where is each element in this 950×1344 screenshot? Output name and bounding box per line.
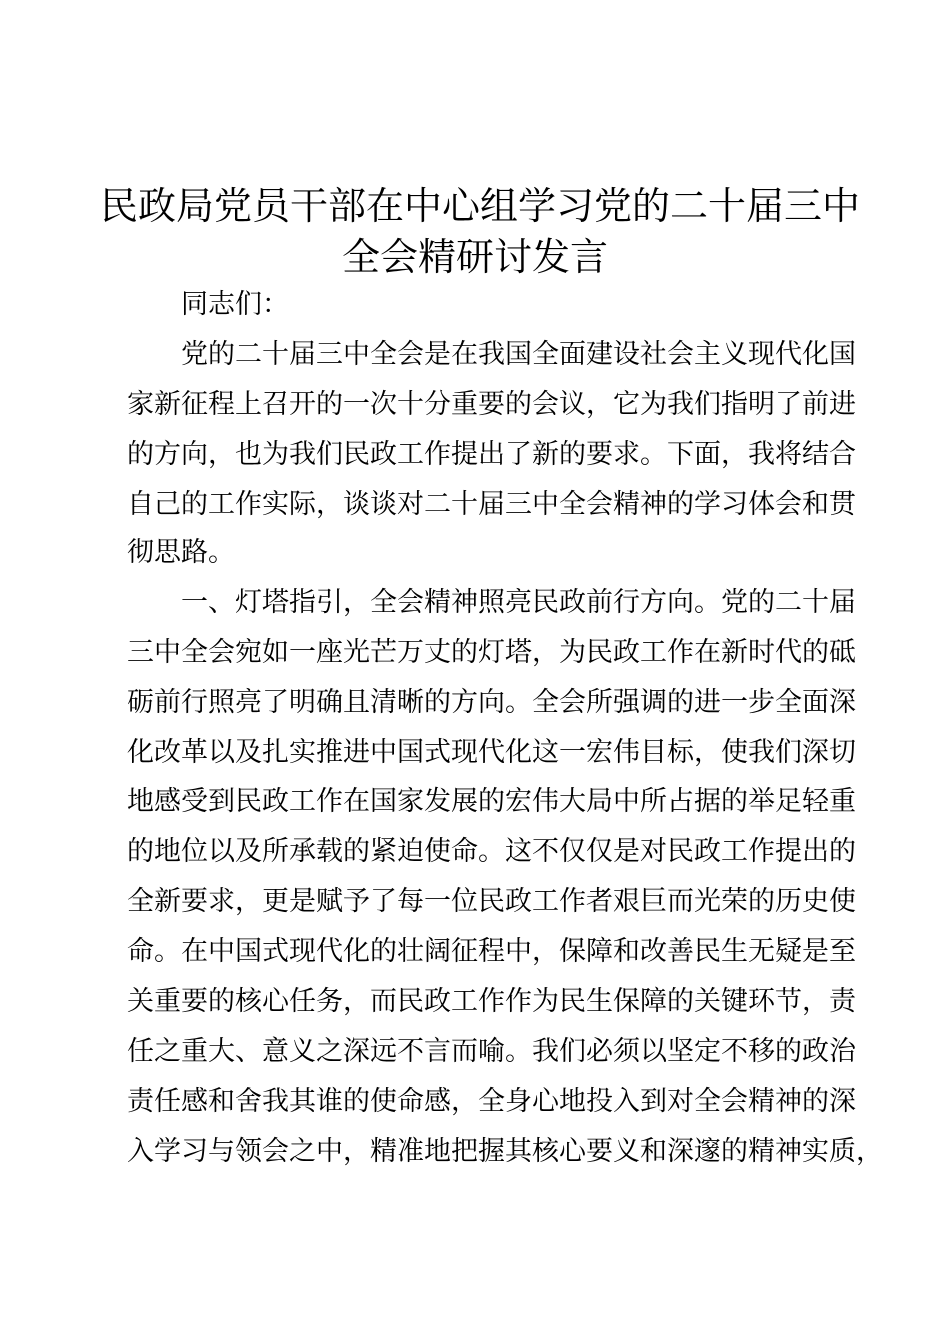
paragraph-2-line-7: 全新要求，更是赋予了每一位民政工作者艰巨而光荣的历史使 [127,886,856,917]
paragraph-2-line-2: 三中全会宛如一座光芒万丈的灯塔，为民政工作在新时代的砥 [127,637,856,668]
paragraph-2-line-12: 入学习与领会之中，精准地把握其核心要义和深邃的精神实质， [127,1136,883,1167]
paragraph-1-line-3: 的方向，也为我们民政工作提出了新的要求。下面，我将结合 [127,439,856,470]
paragraph-1-line-5: 彻思路。 [127,537,235,568]
paragraph-2-line-5: 地感受到民政工作在国家发展的宏伟大局中所占据的举足轻重 [127,786,856,817]
paragraph-2-line-8: 命。在中国式现代化的壮阔征程中，保障和改善民生无疑是至 [127,936,856,967]
document-title-line-2: 全会精研讨发言 [341,235,608,279]
salutation: 同志们： [181,289,289,320]
paragraph-1-line-1: 党的二十届三中全会是在我国全面建设社会主义现代化国 [181,339,856,370]
paragraph-2-line-6: 的地位以及所承载的紧迫使命。这不仅仅是对民政工作提出的 [127,836,856,867]
document-title-line-1: 民政局党员干部在中心组学习党的二十届三中 [100,184,861,228]
paragraph-2-line-10: 任之重大、意义之深远不言而喻。我们必须以坚定不移的政治 [127,1036,856,1067]
paragraph-2-line-11: 责任感和舍我其谁的使命感，全身心地投入到对全会精神的深 [127,1086,856,1117]
paragraph-2-line-9: 关重要的核心任务，而民政工作作为民生保障的关键环节，责 [127,986,856,1017]
paragraph-1-line-2: 家新征程上召开的一次十分重要的会议，它为我们指明了前进 [127,389,856,420]
paragraph-2-line-3: 砺前行照亮了明确且清晰的方向。全会所强调的进一步全面深 [127,687,856,718]
paragraph-2-line-1: 一、灯塔指引，全会精神照亮民政前行方向。党的二十届 [181,587,856,618]
paragraph-2-line-4: 化改革以及扎实推进中国式现代化这一宏伟目标，使我们深切 [127,737,856,768]
paragraph-1-line-4: 自己的工作实际，谈谈对二十届三中全会精神的学习体会和贯 [127,489,856,520]
